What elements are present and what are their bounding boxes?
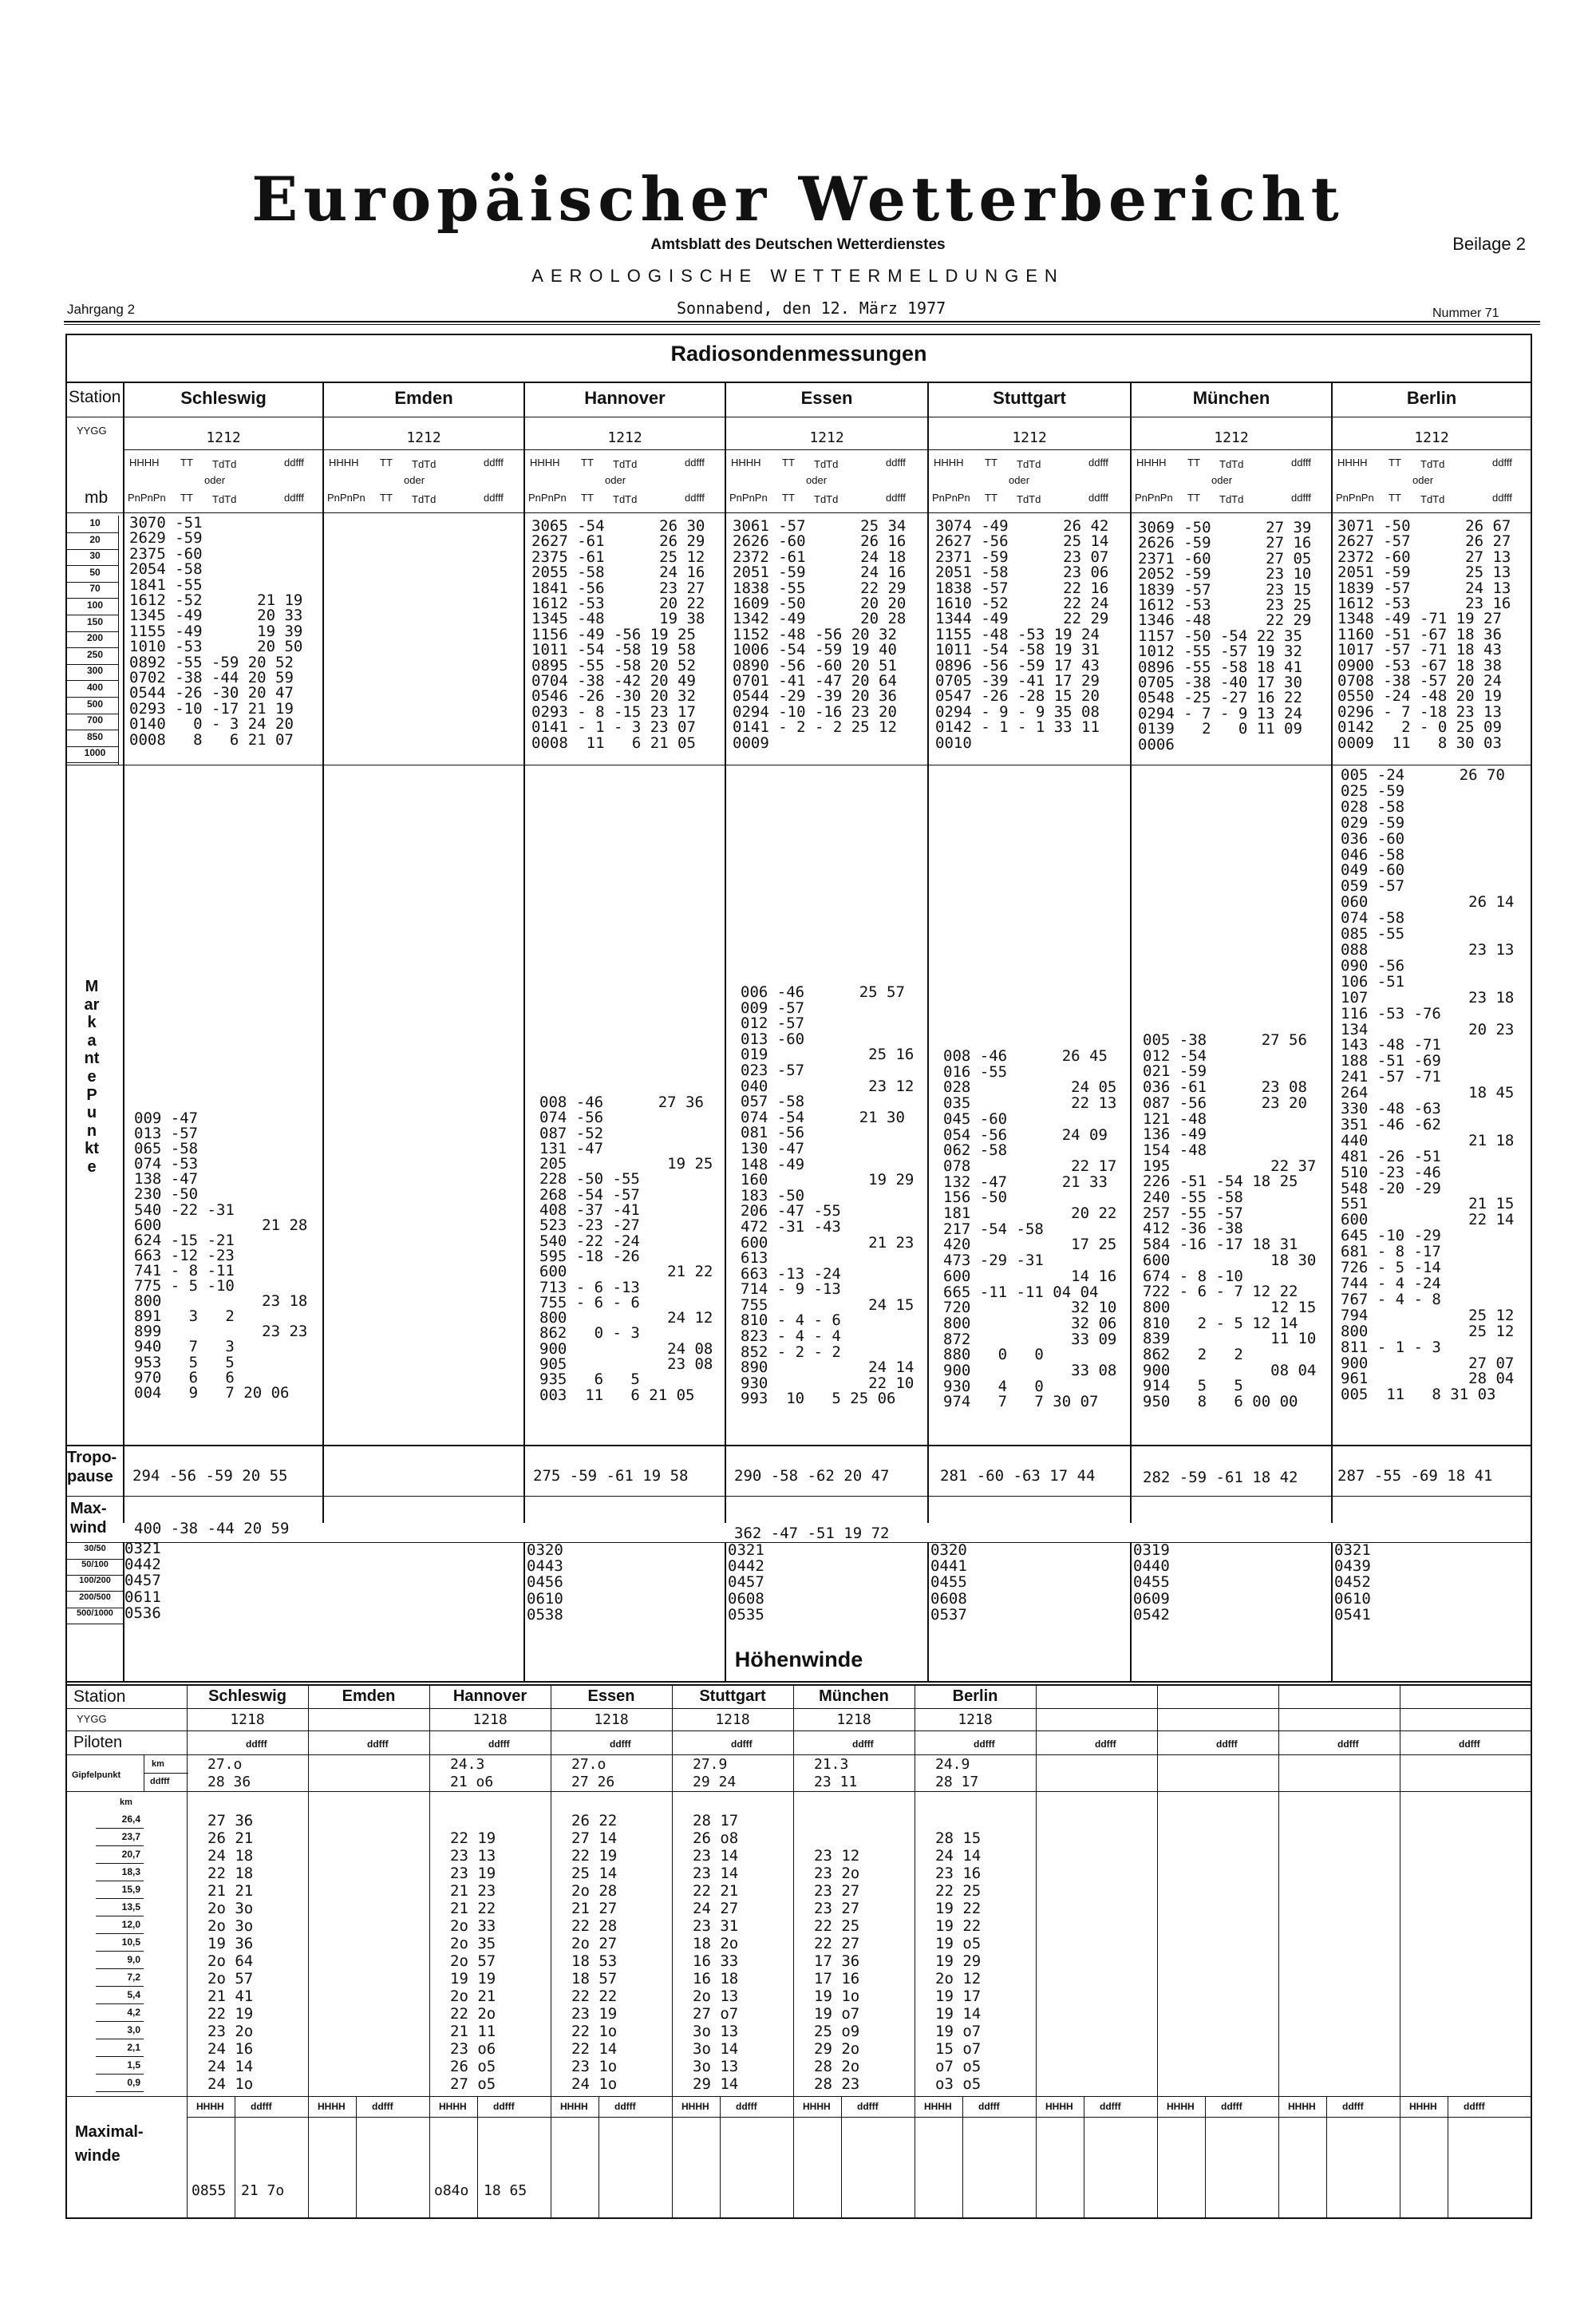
level-label: 500 — [86, 698, 104, 710]
standard-data-hannover: 3065 -54 26 30 2627 -61 26 29 2375 -61 25 12 2055 -58 24 16 1841 -56 23 27 1612 -53 20 22 1345 -48 19 38 1156 -49 -56 19 25 1011 -54 -58 19 58 0895 -55 -58 20 52 0704 -38 -42 20 49 0546 -26 -30 20 32 0293 - 8 -15 23 17 0141 - 1 - 3 23 07 0008 11 6 21 05 — [531, 517, 705, 752]
max-ddfff-header: ddfff — [1221, 2101, 1242, 2112]
thickness-label: 100/200 — [79, 1576, 111, 1586]
col-header-td: TdTd — [1017, 493, 1041, 505]
gipfel-dd: 28 17 — [935, 1774, 979, 1790]
col-header-ddfff: ddfff — [1492, 492, 1512, 504]
hoehen-level: 7,2 — [127, 1972, 140, 1983]
hoehen-station-name: München — [819, 1687, 889, 1705]
col-header-oder: oder — [204, 474, 226, 486]
gipfel-dd: 21 o6 — [450, 1774, 494, 1790]
tropo-essen: 290 -58 -62 20 47 — [734, 1467, 890, 1485]
col-header-oder: oder — [1009, 474, 1030, 486]
gipfel-dd: 27 26 — [571, 1774, 615, 1790]
page-title: Europäischer Wetterbericht — [251, 164, 1345, 235]
thickness-label: 200/500 — [79, 1592, 111, 1602]
hoehen-level: 1,5 — [127, 2059, 140, 2071]
thickness-schleswig: 0321 0442 0457 0611 0536 — [124, 1540, 161, 1622]
gipfel-km: 27.o — [207, 1756, 243, 1773]
ddfff-header: ddfff — [974, 1738, 995, 1750]
max-hhhh-header: HHHH — [1288, 2101, 1316, 2112]
col-header-tt: TT — [1389, 492, 1401, 504]
standard-data-muenchen: 3069 -50 27 39 2626 -59 27 16 2371 -60 27 05 2052 -59 23 10 1839 -57 23 15 1612 -53 23 25 1346 -48 22 29 1157 -50 -54 22 35 1012 -55 -57 19 32 0896 -55 -58 18 41 0705 -38 -40 17 30 0548 -25 -27 16 22 0294 - 7 - 9 13 24 0139 2 0 11 09 0006 — [1138, 519, 1312, 753]
max-hhhh-header: HHHH — [803, 2101, 831, 2112]
col-header-pn: PnPnPn — [1336, 492, 1374, 504]
thickness-berlin: 0321 0439 0452 0610 0541 — [1334, 1541, 1371, 1624]
max-ddfff-header: ddfff — [372, 2101, 393, 2112]
col-header-td: TdTd — [1420, 493, 1445, 505]
gipfel-km-label: km — [152, 1759, 164, 1769]
ddfff-header: ddfff — [731, 1738, 753, 1750]
level-label: 70 — [89, 583, 101, 595]
col-header-tt: TT — [1389, 457, 1401, 469]
station-muenchen: München — [1192, 388, 1270, 408]
level-label: 150 — [86, 615, 104, 627]
level-label: 10 — [89, 517, 101, 528]
thickness-muenchen: 0319 0440 0455 0609 0542 — [1133, 1541, 1170, 1624]
ddfff-header: ddfff — [1216, 1738, 1238, 1750]
hoehen-yygg-value: 1218 — [472, 1711, 508, 1728]
col-header-tt: TT — [985, 492, 998, 504]
thickness-label: 30/50 — [84, 1544, 106, 1553]
gipfel-dd: 28 36 — [207, 1774, 251, 1790]
col-header-tt: TT — [180, 492, 193, 504]
hoehen-wind-column: 26 22 27 14 22 19 25 14 2o 28 21 27 22 28 2o 27 18 53 18 57 22 22 23 19 22 1o 22 14 23 1o 24 1o — [571, 1812, 618, 2093]
col-header-hhhh: HHHH — [1136, 457, 1167, 469]
col-header-hhhh: HHHH — [329, 457, 359, 469]
level-label: 1000 — [84, 747, 106, 759]
max-ddfff-header: ddfff — [736, 2101, 757, 2112]
col-header-ddfff: ddfff — [685, 457, 705, 469]
hoehen-yygg-value: 1218 — [958, 1711, 993, 1728]
issue-number: Nummer 71 — [1432, 307, 1499, 320]
col-header-tt: TT — [380, 457, 393, 469]
hoehen-wind-column: 22 19 23 13 23 19 21 23 21 22 2o 33 2o 35 2o 57 19 19 2o 21 22 2o 21 11 23 o6 26 o5 27 o5 — [450, 1829, 496, 2093]
hoehen-station-name: Stuttgart — [699, 1687, 766, 1705]
station-stuttgart: Stuttgart — [993, 388, 1066, 408]
hoehen-wind-column: 27 36 26 21 24 18 22 18 21 21 2o 3o 2o 3o 19 36 2o 64 2o 57 21 41 22 19 23 2o 24 16 24 14 24 1o — [207, 1812, 254, 2093]
piloten-label: Piloten — [73, 1734, 123, 1751]
col-header-tt: TT — [1187, 492, 1200, 504]
max-ddfff-header: ddfff — [1342, 2101, 1364, 2112]
max-hhhh-header: HHHH — [681, 2101, 709, 2112]
station-hannover: Hannover — [584, 388, 666, 408]
max-ddfff-header: ddfff — [614, 2101, 636, 2112]
yygg-value: 1212 — [406, 429, 441, 446]
col-header-tt: TT — [380, 492, 393, 504]
hoehen-yygg-value: 1218 — [836, 1711, 871, 1728]
col-header-td: TdTd — [1219, 493, 1244, 505]
maximalwinde-label: Maximal- winde — [75, 2123, 144, 2165]
hoehen-wind-column: 28 15 24 14 23 16 22 25 19 22 19 22 19 o5 19 29 2o 12 19 17 19 14 19 o7 15 o7 o7 o5 o3 o5 — [935, 1829, 982, 2093]
col-header-ddfff: ddfff — [284, 492, 304, 504]
gipfelpunkt-label: Gipfelpunkt — [72, 1770, 121, 1780]
col-header-tt: TT — [985, 457, 998, 469]
max-hhhh-header: HHHH — [439, 2101, 467, 2112]
tropopause-label: Tropo- pause — [67, 1449, 117, 1485]
tropo-muenchen: 282 -59 -61 18 42 — [1143, 1469, 1298, 1486]
standard-data-berlin: 3071 -50 26 67 2627 -57 26 27 2372 -60 27 13 2051 -59 25 13 1839 -57 24 13 1612 -53 23 16 1348 -49 -71 19 27 1160 -51 -67 18 36 1017 -57 -71 18 43 0900 -53 -67 18 38 0708 -38 -57 20 24 0550 -24 -48 20 19 0296 - 7 -18 23 13 0142 2 - 0 25 09 0009 11 8 30 03 — [1337, 517, 1511, 752]
hoehen-level: 26,4 — [121, 1814, 140, 1825]
tropo-stuttgart: 281 -60 -63 17 44 — [940, 1467, 1096, 1485]
ddfff-header: ddfff — [246, 1738, 267, 1750]
col-header-oder: oder — [1211, 474, 1233, 486]
standard-data-stuttgart: 3074 -49 26 42 2627 -56 25 14 2371 -59 23 07 2051 -58 23 06 1838 -57 22 16 1610 -52 22 24 1344 -49 22 29 1155 -48 -53 19 24 1011 -54 -58 19 31 0896 -56 -59 17 43 0705 -39 -41 17 29 0547 -26 -28 15 20 0294 - 9 - 9 35 08 0142 - 1 - 1 33 11 0010 — [935, 517, 1109, 752]
col-header-td: TdTd — [814, 493, 839, 505]
col-header-td: TdTd — [1219, 458, 1244, 470]
col-header-ddfff: ddfff — [484, 457, 504, 469]
thickness-label: 50/100 — [81, 1560, 109, 1570]
hoehen-station-label: Station — [73, 1687, 126, 1706]
level-label: 30 — [89, 550, 101, 562]
col-header-tt: TT — [1187, 457, 1200, 469]
markante-schleswig: 009 -47 013 -57 065 -58 074 -53 138 -47 230 -50 540 -22 -31 600 21 28 624 -15 -21 663 -12 -23 741 - 8 -11 775 - 5 -10 800 23 18 891 3 2 899 23 23 940 7 3 953 5 5 970 6 6 004 9 7 20 06 — [134, 1109, 308, 1402]
thickness-stuttgart: 0320 0441 0455 0608 0537 — [930, 1541, 967, 1624]
thickness-hannover: 0320 0443 0456 0610 0538 — [527, 1541, 563, 1624]
col-header-td: TdTd — [412, 493, 437, 505]
max-ddfff-header: ddfff — [251, 2101, 272, 2112]
max-wind: 21 7o — [241, 2182, 285, 2199]
gipfel-km: 27.9 — [693, 1756, 728, 1773]
hoehenwinde-title: Höhenwinde — [734, 1647, 863, 1671]
col-header-ddfff: ddfff — [484, 492, 504, 504]
hoehen-yygg-label: YYGG — [77, 1713, 107, 1725]
hoehen-level: 4,2 — [127, 2007, 140, 2018]
level-label: 200 — [86, 632, 104, 644]
col-header-td: TdTd — [613, 458, 638, 470]
max-ddfff-header: ddfff — [978, 2101, 1000, 2112]
hoehen-station-name: Essen — [587, 1687, 635, 1705]
col-header-pn: PnPnPn — [932, 492, 970, 504]
ddfff-header: ddfff — [610, 1738, 631, 1750]
markante-muenchen: 005 -38 27 56 012 -54 021 -59 036 -61 23 08 087 -56 23 20 121 -48 136 -49 154 -48 195 22 37 226 -51 -54 18 25 240 -55 -58 257 -55 -57 412 -36 -38 584 -16 -17 18 31 600 18 30 674 - 8 -10 722 - 6 - 7 12 22 800 12 15 810 2 - 5 12 14 839 11 10 862 2 2 900 08 04 914 5 5 950 8 6 00 00 — [1143, 1031, 1317, 1411]
section-title: AEROLOGISCHE WETTERMELDUNGEN — [531, 266, 1065, 286]
col-header-ddfff: ddfff — [1088, 457, 1108, 469]
level-label: 300 — [86, 665, 104, 677]
col-header-hhhh: HHHH — [1337, 457, 1368, 469]
col-header-tt: TT — [180, 457, 193, 469]
hoehen-level: 10,5 — [121, 1936, 140, 1948]
max-hhhh-header: HHHH — [1409, 2101, 1437, 2112]
tropo-schleswig: 294 -56 -59 20 55 — [132, 1467, 288, 1485]
tropo-berlin: 287 -55 -69 18 41 — [1337, 1467, 1493, 1485]
ddfff-header: ddfff — [852, 1738, 874, 1750]
col-header-ddfff: ddfff — [685, 492, 705, 504]
level-label: 400 — [86, 682, 104, 693]
ddfff-header: ddfff — [1095, 1738, 1116, 1750]
col-header-hhhh: HHHH — [129, 457, 160, 469]
hoehen-level: 5,4 — [127, 1989, 140, 2000]
gipfel-ddfff-label: ddfff — [150, 1777, 170, 1786]
col-header-pn: PnPnPn — [128, 492, 166, 504]
max-ddfff-header: ddfff — [1464, 2101, 1485, 2112]
col-header-ddfff: ddfff — [1291, 457, 1311, 469]
max-hhhh-header: HHHH — [196, 2101, 224, 2112]
hoehen-level: 18,3 — [121, 1866, 140, 1877]
level-label: 100 — [86, 599, 104, 611]
col-header-oder: oder — [806, 474, 828, 486]
level-km-label: km — [120, 1798, 132, 1807]
max-ddfff-header: ddfff — [1100, 2101, 1121, 2112]
col-header-td: TdTd — [212, 493, 237, 505]
col-header-hhhh: HHHH — [934, 457, 964, 469]
hoehen-yygg-value: 1218 — [594, 1711, 629, 1728]
col-header-tt: TT — [581, 457, 594, 469]
col-header-pn: PnPnPn — [1135, 492, 1173, 504]
col-header-pn: PnPnPn — [327, 492, 365, 504]
hoehen-level: 2,1 — [127, 2042, 140, 2053]
gipfel-km: 27.o — [571, 1756, 606, 1773]
issue-date: Sonnabend, den 12. März 1977 — [677, 299, 946, 318]
max-hhhh-header: HHHH — [1167, 2101, 1195, 2112]
maxwind-essen: 362 -47 -51 19 72 — [734, 1525, 890, 1542]
col-header-tt: TT — [581, 492, 594, 504]
col-header-ddfff: ddfff — [1088, 492, 1108, 504]
standard-data-schleswig: 3070 -51 2629 -59 2375 -60 2054 -58 1841 -55 1612 -52 21 19 1345 -49 20 33 1155 -49 19 39 1010 -53 20 50 0892 -55 -59 20 52 0702 -38 -44 20 59 0544 -26 -30 20 47 0293 -10 -17 21 19 0140 0 - 3 24 20 0008 8 6 21 07 — [129, 514, 303, 749]
tropo-hannover: 275 -59 -61 19 58 — [533, 1467, 689, 1485]
ddfff-header: ddfff — [488, 1738, 510, 1750]
col-header-tt: TT — [782, 492, 795, 504]
col-header-hhhh: HHHH — [731, 457, 761, 469]
hoehen-level: 13,5 — [121, 1901, 140, 1912]
hoehen-level: 15,9 — [121, 1884, 140, 1895]
hoehen-station-name: Hannover — [452, 1687, 527, 1705]
maxwind-label: Max- wind — [70, 1500, 107, 1537]
hoehen-station-name: Emden — [342, 1687, 396, 1705]
gipfel-km: 24.9 — [935, 1756, 970, 1773]
markante-stuttgart: 008 -46 26 45 016 -55 028 24 05 035 22 13 045 -60 054 -56 24 09 062 -58 078 22 17 132 -47 21 33 156 -50 181 20 22 217 -54 -58 420 17 25 473 -29 -31 600 14 16 665 -11 -11 04 04 720 32 10 800 32 06 872 33 09 880 0 0 900 33 08 930 4 0 974 7 7 30 07 — [943, 1047, 1117, 1411]
col-header-ddfff: ddfff — [886, 457, 906, 469]
max-ddfff-header: ddfff — [857, 2101, 879, 2112]
hoehen-wind-column: 28 17 26 o8 23 14 23 14 22 21 24 27 23 31 18 2o 16 33 16 18 2o 13 27 o7 3o 13 3o 14 3o 13 29 14 — [693, 1812, 739, 2093]
station-schleswig: Schleswig — [180, 388, 267, 408]
col-header-pn: PnPnPn — [729, 492, 768, 504]
hoehen-station-name: Berlin — [952, 1687, 998, 1705]
station-label: Station — [69, 388, 121, 406]
yygg-value: 1212 — [206, 429, 241, 446]
yygg-value: 1212 — [1414, 429, 1449, 446]
col-header-td: TdTd — [412, 458, 437, 470]
yygg-value: 1212 — [1012, 429, 1047, 446]
gipfel-dd: 29 24 — [693, 1774, 737, 1790]
yygg-value: 1212 — [607, 429, 642, 446]
max-hhhh-header: HHHH — [318, 2101, 346, 2112]
gipfel-dd: 23 11 — [814, 1774, 858, 1790]
col-header-ddfff: ddfff — [1291, 492, 1311, 504]
max-hhhh-header: HHHH — [924, 2101, 952, 2112]
max-hhhh-header: HHHH — [1045, 2101, 1073, 2112]
thickness-label: 500/1000 — [77, 1608, 113, 1618]
jahrgang-label: Jahrgang 2 — [67, 302, 136, 317]
yygg-value: 1212 — [1214, 429, 1249, 446]
hoehen-wind-column: 23 12 23 2o 23 27 23 27 22 25 22 27 17 36 17 16 19 1o 19 o7 25 o9 29 2o 28 2o 28 23 — [814, 1847, 860, 2093]
station-emden: Emden — [394, 388, 453, 408]
gipfel-km: 24.3 — [450, 1756, 485, 1773]
col-header-td: TdTd — [1017, 458, 1041, 470]
markante-essen: 006 -46 25 57 009 -57 012 -57 013 -60 019 25 16 023 -57 040 23 12 057 -58 074 -54 21 30 081 -56 130 -47 148 -49 160 19 29 183 -50 206 -47 -55 472 -31 -43 600 21 23 613 663 -13 -24 714 - 9 -13 755 24 15 810 - 4 - 6 823 - 4 - 4 852 - 2 - 2 890 24 14 930 22 10 993 10 5 25 06 — [741, 983, 915, 1408]
level-label: 850 — [86, 730, 104, 742]
max-height: 0855 — [192, 2182, 227, 2199]
markante-berlin: 005 -24 26 70 025 -59 028 -58 029 -59 036 -60 046 -58 049 -60 059 -57 060 26 14 074 -58 085 -55 088 23 13 090 -56 106 -51 107 23 18 116 -53 -76 134 20 23 143 -48 -71 188 -51 -69 241 -57 -71 264 18 45 330 -48 -63 351 -46 -62 440 21 18 481 -26 -51 510 -23 -46 548 -20 -29 551 21 15 600 22 14 645 -10 -29 681 - 8 -17 726 - 5 -14 744 - 4 -24 767 - 4 - 8 794 25 12 800 25 12 811 - 1 - 3 900 27 07 961 28 04 005 11 8 31 03 — [1341, 766, 1515, 1404]
max-wind: 18 65 — [484, 2182, 527, 2199]
station-essen: Essen — [800, 388, 853, 408]
radiosonde-title: Radiosondenmessungen — [670, 342, 927, 366]
col-header-td: TdTd — [212, 458, 237, 470]
col-header-oder: oder — [1412, 474, 1434, 486]
hoehen-station-name: Schleswig — [208, 1687, 286, 1705]
hoehen-level: 20,7 — [121, 1849, 140, 1860]
ddfff-header: ddfff — [1337, 1738, 1359, 1750]
markante-punkte-label: Markante Punkte — [84, 978, 100, 1176]
level-label: 700 — [86, 714, 104, 726]
level-label: 20 — [89, 533, 101, 545]
page-subtitle: Amtsblatt des Deutschen Wetterdienstes — [650, 236, 946, 253]
hoehen-level: 3,0 — [127, 2024, 140, 2035]
max-height: o84o — [434, 2182, 469, 2199]
hoehen-level: 9,0 — [127, 1954, 140, 1965]
ddfff-header: ddfff — [367, 1738, 389, 1750]
station-berlin: Berlin — [1406, 388, 1457, 408]
yygg-value: 1212 — [809, 429, 844, 446]
yygg-label: YYGG — [77, 425, 107, 437]
markante-hannover: 008 -46 27 36 074 -56 087 -52 131 -47 205 19 25 228 -50 -55 268 -54 -57 408 -37 -41 523 -23 -27 540 -22 -24 595 -18 -26 600 21 22 713 - 6 -13 755 - 6 - 6 800 24 12 862 0 - 3 900 24 08 905 23 08 935 6 5 003 11 6 21 05 — [539, 1094, 713, 1404]
col-header-td: TdTd — [613, 493, 638, 505]
col-header-ddfff: ddfff — [1492, 457, 1512, 469]
col-header-td: TdTd — [1420, 458, 1445, 470]
level-label: 250 — [86, 648, 104, 660]
col-header-ddfff: ddfff — [284, 457, 304, 469]
mb-label: mb — [85, 488, 109, 507]
max-hhhh-header: HHHH — [560, 2101, 588, 2112]
level-label: 50 — [89, 566, 101, 578]
hoehen-level: 0,9 — [127, 2077, 140, 2088]
col-header-pn: PnPnPn — [528, 492, 567, 504]
thickness-essen: 0321 0442 0457 0608 0535 — [728, 1541, 764, 1624]
hoehen-yygg-value: 1218 — [715, 1711, 750, 1728]
col-header-tt: TT — [782, 457, 795, 469]
maxwind-schleswig: 400 -38 -44 20 59 — [134, 1520, 290, 1537]
ddfff-header: ddfff — [1459, 1738, 1480, 1750]
col-header-ddfff: ddfff — [886, 492, 906, 504]
col-header-oder: oder — [404, 474, 425, 486]
beilage-label: Beilage 2 — [1452, 234, 1526, 254]
col-header-oder: oder — [605, 474, 626, 486]
hoehen-level: 23,7 — [121, 1831, 140, 1842]
hoehen-level: 12,0 — [121, 1919, 140, 1930]
standard-data-essen: 3061 -57 25 34 2626 -60 26 16 2372 -61 24 18 2051 -59 24 16 1838 -55 22 29 1609 -50 20 20 1342 -49 20 28 1152 -48 -56 20 32 1006 -54 -59 19 40 0890 -56 -60 20 51 0701 -41 -47 20 64 0544 -29 -39 20 36 0294 -10 -16 23 20 0141 - 2 - 2 25 12 0009 — [733, 517, 907, 752]
max-ddfff-header: ddfff — [493, 2101, 515, 2112]
gipfel-km: 21.3 — [814, 1756, 849, 1773]
hoehen-yygg-value: 1218 — [230, 1711, 265, 1728]
col-header-hhhh: HHHH — [530, 457, 560, 469]
col-header-td: TdTd — [814, 458, 839, 470]
